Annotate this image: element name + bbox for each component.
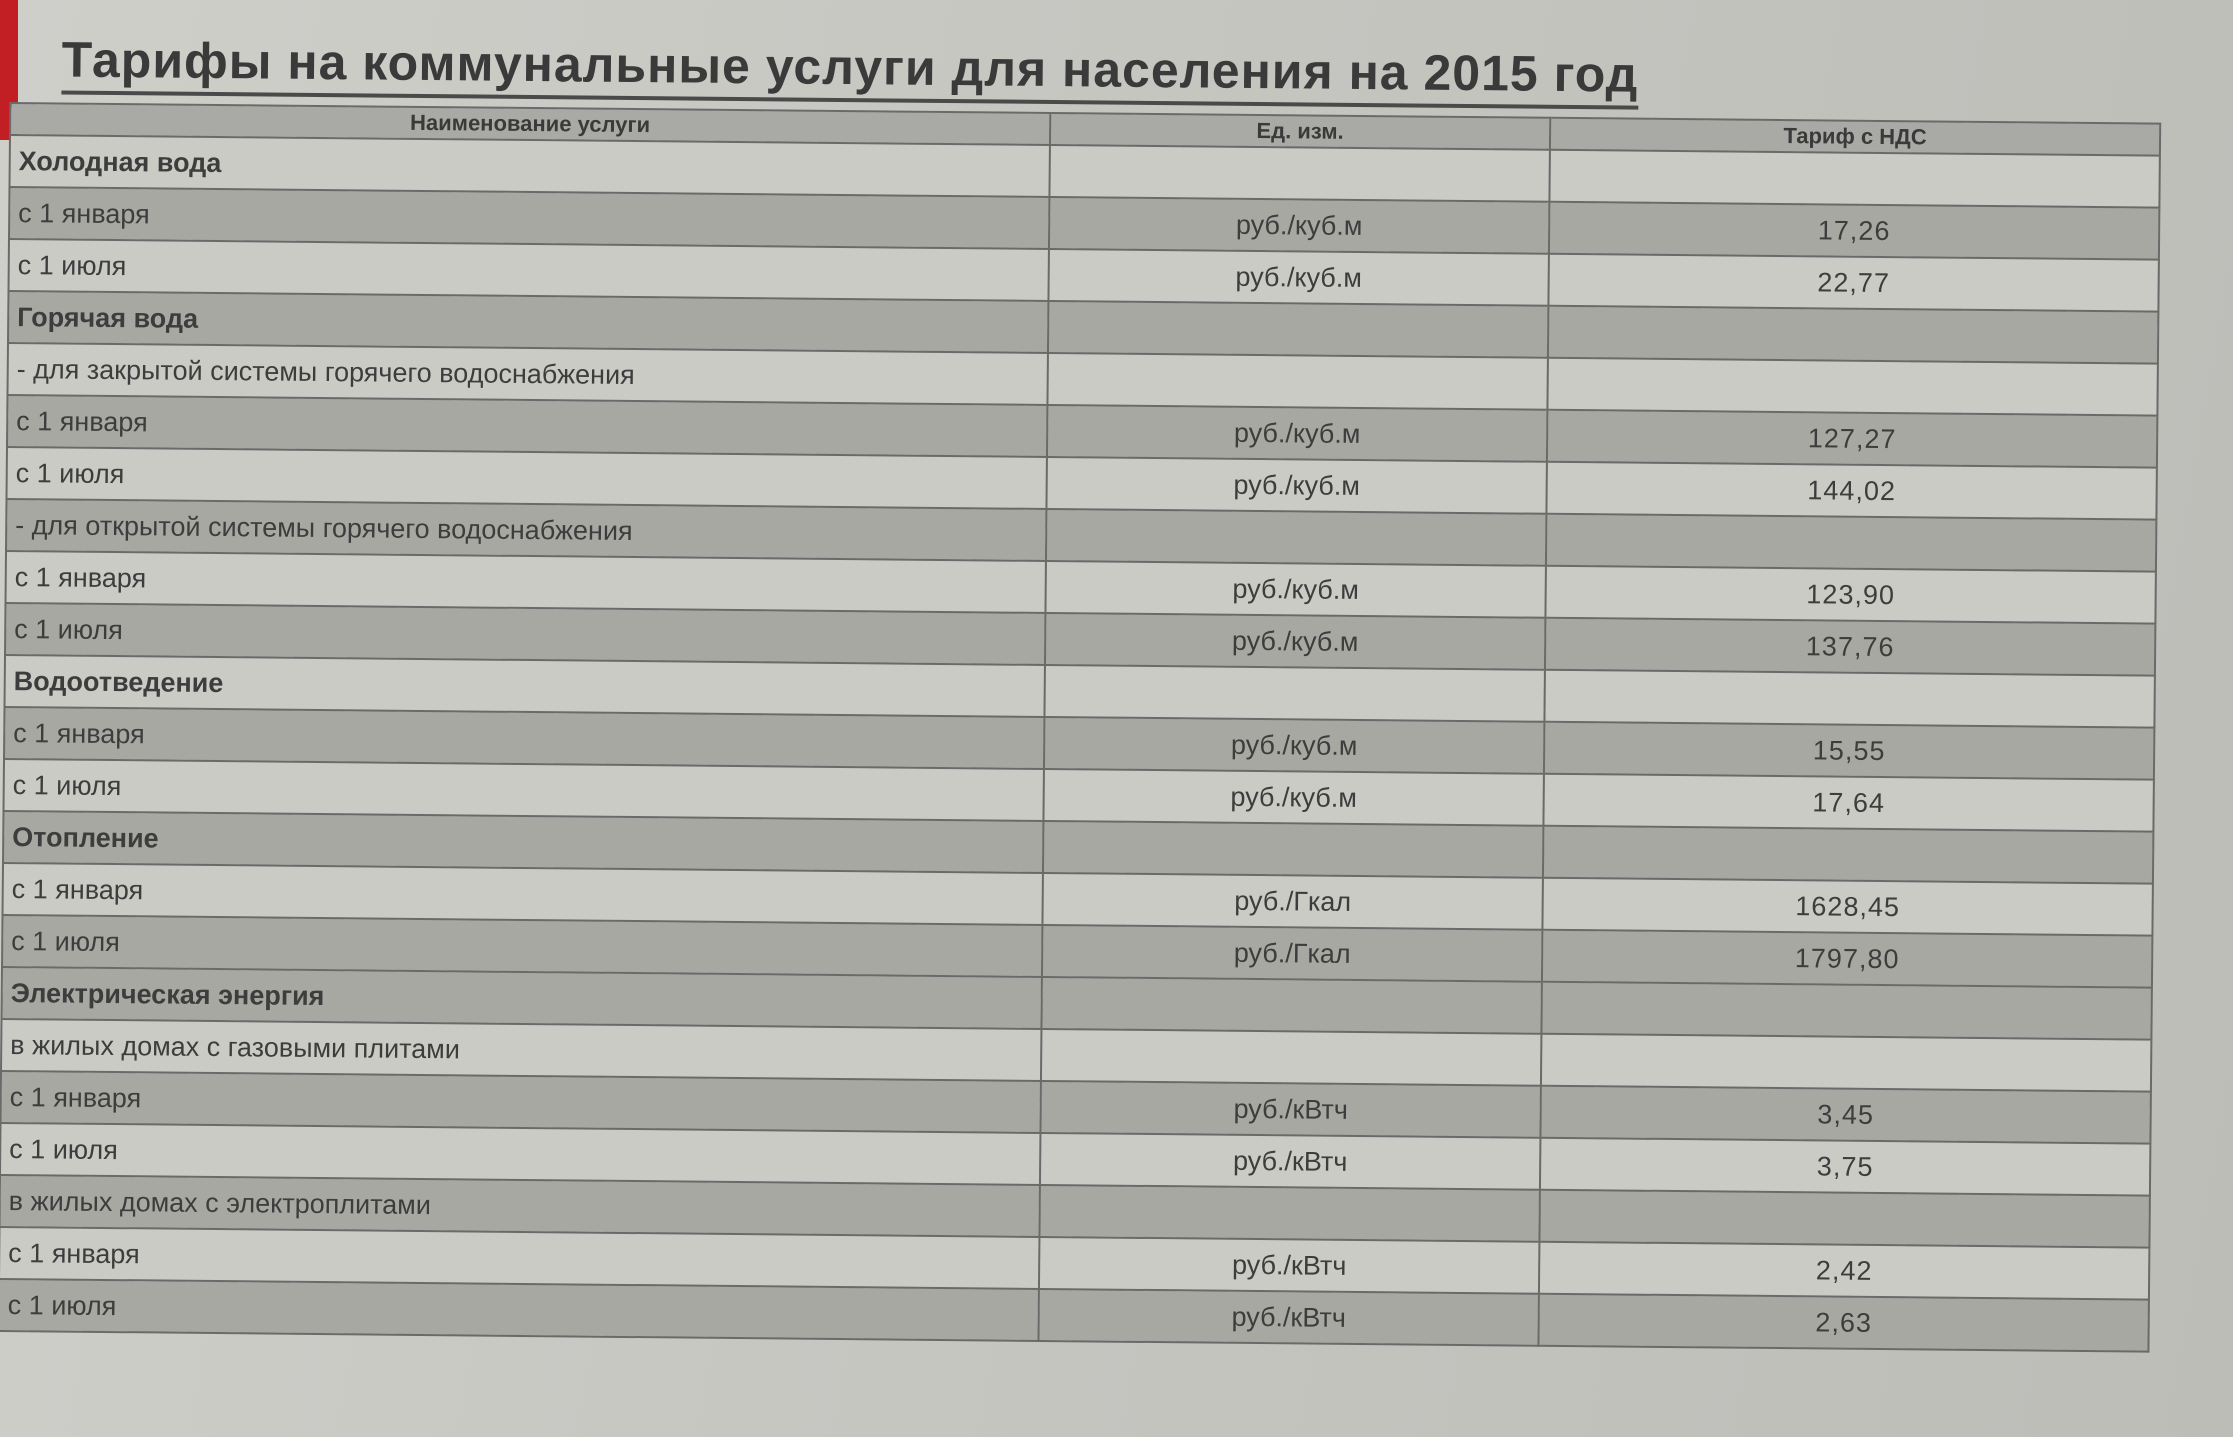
service-name-cell: Водоотведение	[5, 655, 1045, 717]
service-name-cell: с 1 июля	[4, 759, 1044, 821]
unit-cell: руб./Гкал	[1042, 873, 1542, 930]
tariff-cell: 15,55	[1544, 722, 2154, 780]
unit-cell: руб./куб.м	[1047, 405, 1547, 462]
service-name-cell: Холодная вода	[9, 135, 1049, 197]
tariff-cell: 127,27	[1547, 410, 2157, 468]
unit-cell: руб./куб.м	[1045, 561, 1545, 618]
unit-cell: руб./куб.м	[1044, 717, 1544, 774]
tariff-table-body	[0, 135, 2160, 1352]
tariff-cell	[1549, 150, 2159, 208]
tariff-document	[0, 30, 2210, 1353]
tariff-cell	[1539, 1190, 2149, 1248]
tariff-cell: 1628,45	[1542, 878, 2152, 936]
tariff-cell: 2,42	[1539, 1242, 2149, 1300]
unit-cell	[1049, 145, 1549, 202]
tariff-cell	[1543, 826, 2153, 884]
service-name-cell: Горячая вода	[8, 291, 1048, 353]
tariff-cell	[1546, 514, 2156, 572]
unit-cell	[1046, 509, 1546, 566]
unit-cell: руб./кВтч	[1038, 1289, 1538, 1346]
unit-cell: руб./куб.м	[1043, 769, 1543, 826]
tariff-table	[0, 102, 2161, 1353]
header-tariff: Тариф с НДС	[1550, 118, 2160, 156]
unit-cell	[1043, 821, 1543, 878]
service-name-cell: - для закрытой системы горячего водоснабжения	[7, 343, 1047, 405]
header-unit: Ед. изм.	[1050, 113, 1550, 150]
service-name-cell: с 1 июля	[0, 1123, 1040, 1185]
tariff-cell	[1547, 358, 2157, 416]
unit-cell	[1041, 977, 1541, 1034]
unit-cell: руб./куб.м	[1048, 249, 1548, 306]
tariff-cell: 3,75	[1540, 1138, 2150, 1196]
tariff-cell: 17,64	[1543, 774, 2153, 832]
tariff-cell: 2,63	[1538, 1294, 2148, 1352]
service-name-cell: с 1 июля	[5, 603, 1045, 665]
tariff-cell	[1541, 1034, 2151, 1092]
header-service-name: Наименование услуги	[10, 103, 1050, 145]
tariff-cell: 123,90	[1545, 566, 2155, 624]
tariff-cell: 144,02	[1546, 462, 2156, 520]
tariff-cell	[1548, 306, 2158, 364]
unit-cell	[1047, 353, 1547, 410]
tariff-cell	[1544, 670, 2154, 728]
tariff-cell: 17,26	[1549, 202, 2159, 260]
service-name-cell: с 1 июля	[8, 239, 1048, 301]
unit-cell: руб./куб.м	[1049, 197, 1549, 254]
unit-cell: руб./кВтч	[1040, 1081, 1540, 1138]
tariff-cell: 22,77	[1548, 254, 2158, 312]
tariff-cell	[1541, 982, 2151, 1040]
tariff-cell: 137,76	[1545, 618, 2155, 676]
service-name-cell: с 1 января	[4, 707, 1044, 769]
tariff-cell: 1797,80	[1542, 930, 2152, 988]
unit-cell: руб./куб.м	[1045, 613, 1545, 670]
service-name-cell: с 1 июля	[6, 447, 1046, 509]
service-name-cell: в жилых домах с газовыми плитами	[1, 1019, 1041, 1081]
document-title: Тарифы на коммунальные услуги для населения на 2015 год	[61, 30, 1638, 109]
service-name-cell: Электрическая энергия	[2, 967, 1042, 1029]
service-name-cell: - для открытой системы горячего водоснабжения	[6, 499, 1046, 561]
unit-cell	[1044, 665, 1544, 722]
service-name-cell: с 1 июля	[2, 915, 1042, 977]
service-name-cell: с 1 января	[0, 1227, 1039, 1289]
unit-cell: руб./кВтч	[1039, 1237, 1539, 1294]
service-name-cell: с 1 января	[9, 187, 1049, 249]
tariff-cell: 3,45	[1540, 1086, 2150, 1144]
unit-cell: руб./кВтч	[1040, 1133, 1540, 1190]
service-name-cell: с 1 января	[7, 395, 1047, 457]
unit-cell	[1039, 1185, 1539, 1242]
unit-cell: руб./Гкал	[1042, 925, 1542, 982]
service-name-cell: с 1 января	[1, 1071, 1041, 1133]
service-name-cell: с 1 января	[5, 551, 1045, 613]
unit-cell	[1041, 1029, 1541, 1086]
service-name-cell: Отопление	[3, 811, 1043, 873]
service-name-cell: с 1 января	[3, 863, 1043, 925]
unit-cell: руб./куб.м	[1046, 457, 1546, 514]
service-name-cell: в жилых домах с электроплитами	[0, 1175, 1040, 1237]
service-name-cell: с 1 июля	[0, 1279, 1039, 1341]
unit-cell	[1048, 301, 1548, 358]
